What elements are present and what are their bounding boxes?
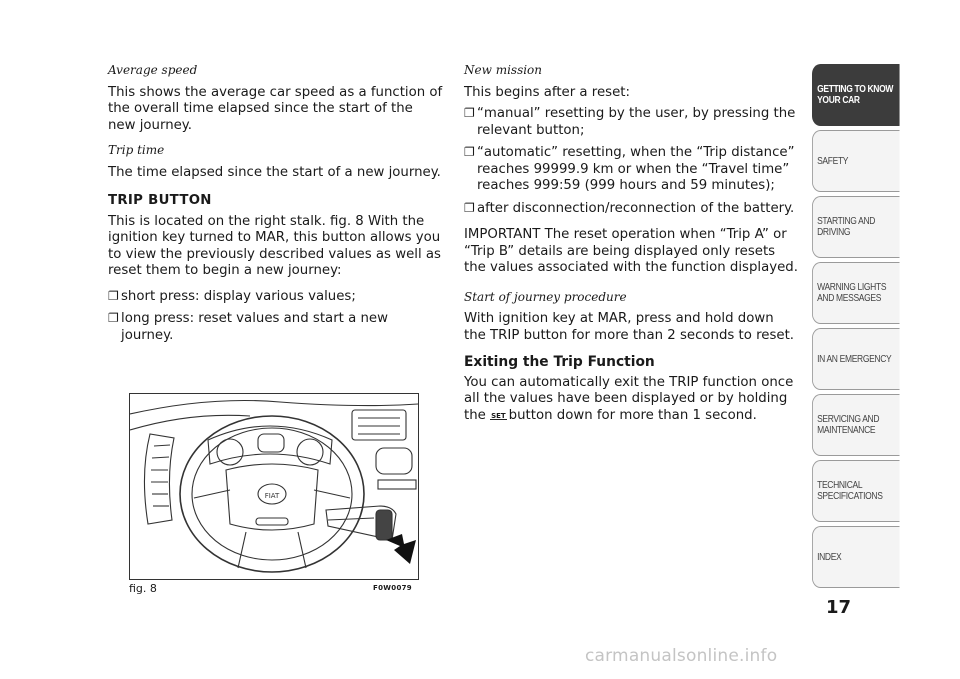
- tab-getting-to-know-your-car[interactable]: GETTING TO KNOW YOUR CAR: [812, 64, 900, 126]
- figure-code: F0W0079: [373, 584, 412, 592]
- steering-wheel-figure: [129, 393, 419, 580]
- start-procedure-text: With ignition key at MAR, press and hold down the TRIP button for more than 2 seconds to reset.: [464, 311, 795, 343]
- bullet-item: [464, 144, 799, 195]
- tab-starting-and-driving[interactable]: STARTING AND DRIVING: [812, 196, 900, 258]
- new-mission-intro: This begins after a reset:: [464, 84, 630, 100]
- square-bullet-icon: ❐: [464, 200, 475, 215]
- average-speed-title: Average speed: [108, 63, 198, 77]
- exit-text-part1: You can automatically exit the TRIP function once all the values have been displayed or by holding the: [464, 374, 794, 423]
- tab-index[interactable]: INDEX: [812, 526, 900, 588]
- left-column: [108, 62, 443, 349]
- page-number: 17: [826, 597, 852, 618]
- bullet-item: [464, 105, 799, 139]
- tab-safety[interactable]: SAFETY: [812, 130, 900, 192]
- new-mission-title: New mission: [464, 63, 543, 77]
- exit-text-part2: button down for more than 1 second.: [508, 407, 757, 423]
- square-bullet-icon: ❐: [108, 311, 119, 325]
- tab-in-an-emergency[interactable]: IN AN EMERGENCY: [812, 328, 900, 390]
- tab-technical-specifications[interactable]: TECHNICAL SPECIFICATIONS: [812, 460, 900, 522]
- exit-trip-heading: Exiting the Trip Function: [464, 354, 655, 370]
- start-procedure-title: Start of journey procedure: [464, 289, 627, 304]
- right-column: [464, 62, 799, 432]
- bullet-item: [108, 288, 443, 306]
- trip-button-text: This is located on the right stalk. fig. 8 With the ignition key turned to MAR, this button allows you to view the previously described values as well as reset them to begin a new journey:: [108, 213, 441, 278]
- square-bullet-icon: ❐: [464, 106, 475, 120]
- watermark: carmanualsonline.info: [585, 646, 778, 666]
- bullet-text: long press: reset values and start a new journey.: [121, 311, 388, 343]
- bullet-text: after disconnection/reconnection of the battery.: [477, 200, 795, 216]
- trip-time-title: Trip time: [108, 143, 165, 157]
- fiat-logo: FIAT: [264, 492, 280, 500]
- bullet-item: [464, 200, 799, 218]
- square-bullet-icon: ❐: [108, 288, 119, 303]
- pointer-arrow-icon: [386, 534, 416, 564]
- chapter-tabs: [812, 64, 900, 592]
- bullet-item: [108, 310, 443, 344]
- tab-warning-lights[interactable]: WARNING LIGHTS AND MESSAGES: [812, 262, 900, 324]
- trip-time-text: The time elapsed since the start of a new journey.: [108, 164, 441, 180]
- square-bullet-icon: ❐: [464, 145, 475, 159]
- bullet-text: “manual” resetting by the user, by pressing the relevant button;: [477, 106, 796, 138]
- important-note: IMPORTANT The reset operation when “Trip A” or “Trip B” details are being displayed only resets the values associated with the function displayed.: [464, 227, 798, 275]
- trip-button-heading: TRIP BUTTON: [108, 193, 212, 208]
- set-button-icon: SET: [491, 411, 506, 420]
- average-speed-text: This shows the average car speed as a function of the overall time elapsed since the start of the new journey.: [108, 84, 443, 133]
- tab-servicing[interactable]: SERVICING AND MAINTENANCE: [812, 394, 900, 456]
- exit-trip-text: [464, 375, 799, 425]
- bullet-text: short press: display various values;: [121, 288, 356, 304]
- figure-label: fig. 8: [129, 582, 157, 595]
- bullet-text: “automatic” resetting, when the “Trip distance” reaches 99999.9 km or when the “Travel time” reaches 999:59 (999 hours and 59 minutes);: [477, 145, 795, 193]
- steering-wheel-illustration: [130, 394, 418, 579]
